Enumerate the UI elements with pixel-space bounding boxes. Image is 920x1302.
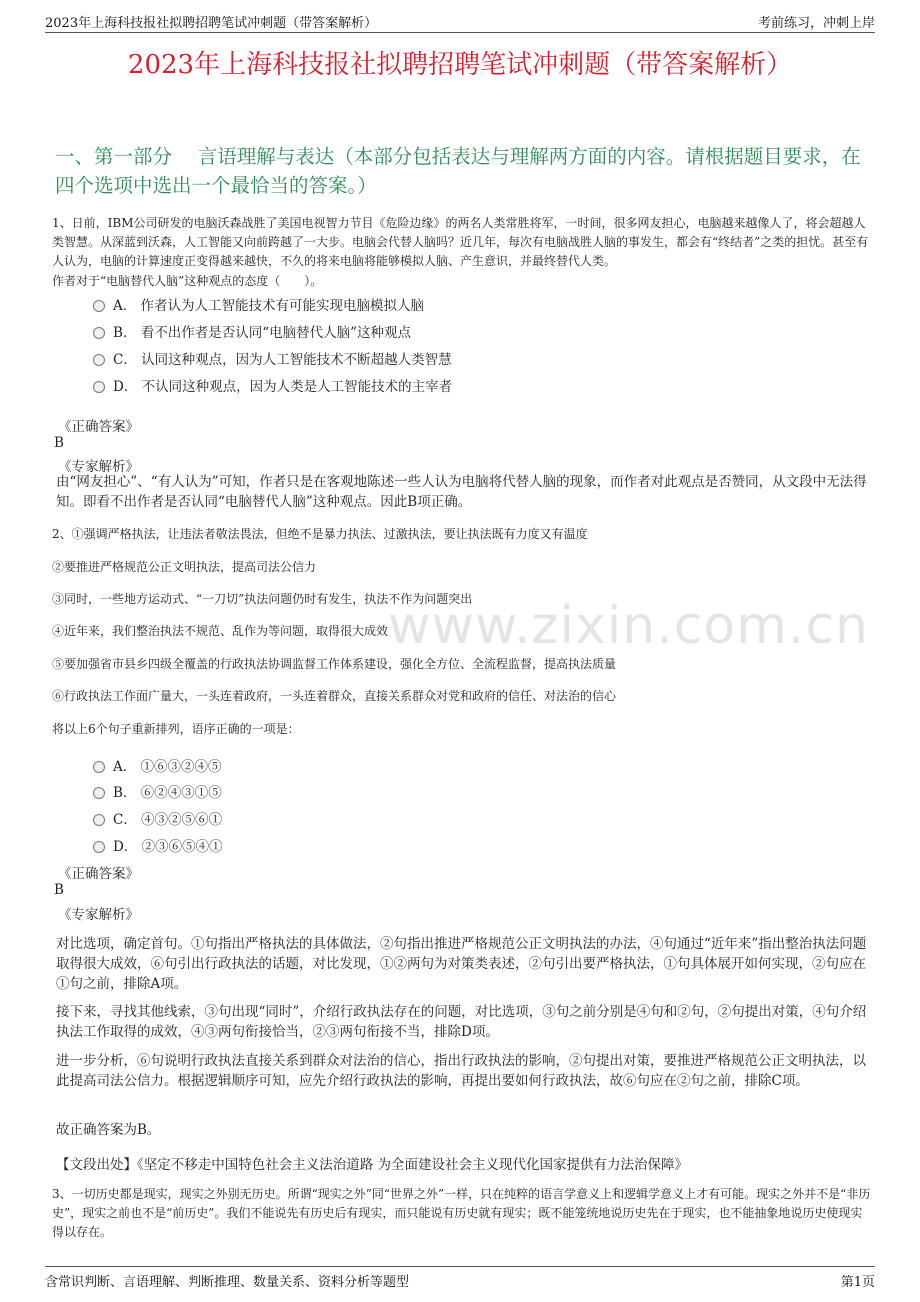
question-1-analysis-label: 《专家解析》 xyxy=(58,459,139,475)
question-2-option-c[interactable]: C． ④③②⑤⑥① xyxy=(93,808,222,828)
radio-icon[interactable] xyxy=(93,354,105,366)
question-1-option-d[interactable]: D． 不认同这种观点，因为人类是人工智能技术的主宰者 xyxy=(93,375,452,395)
question-2-sentence-4: ④近年来，我们整治执法不规范、乱作为等问题，取得很大成效 xyxy=(52,624,389,638)
question-2-option-b[interactable]: B． ⑥②④③①⑤ xyxy=(93,781,222,801)
question-1-option-a[interactable]: A． 作者认为人工智能技术有可能实现电脑模拟人脑 xyxy=(93,294,424,314)
question-2-answer-label: 《正确答案》 xyxy=(58,866,139,882)
question-2-sentence-3: ③同时，一些地方运动式、“一刀切”执法问题仍时有发生，执法不作为问题突出 xyxy=(52,592,473,606)
question-2-answer: B xyxy=(54,882,64,898)
question-2-sentence-5: ⑤要加强省市县乡四级全覆盖的行政执法协调监督工作体系建设，强化全方位、全流程监督，提高执法质量 xyxy=(52,657,617,671)
section-heading: 一、第一部分 言语理解与表达（本部分包括表达与理解两方面的内容。请根据题目要求，在四个选项中选出一个最恰当的答案。） xyxy=(55,145,861,197)
question-2-prompt: 将以上6个句子重新排列，语序正确的一项是： xyxy=(52,722,300,736)
question-1-prompt: 作者对于“电脑替代人脑”这种观点的态度（ ）。 xyxy=(52,274,323,288)
question-2-source: 【文段出处】《坚定不移走中国特色社会主义法治道路 为全面建设社会主义现代化国家提供有力法治保障》 xyxy=(56,1157,689,1173)
page-footer xyxy=(45,1266,875,1289)
page-header xyxy=(45,10,875,33)
radio-icon[interactable] xyxy=(93,787,105,799)
header-doc-title: 2023年上海科技报社拟聘招聘笔试冲刺题（带答案解析） xyxy=(45,16,378,31)
radio-icon[interactable] xyxy=(93,841,105,853)
question-1-analysis: 由“网友担心”、“有人认为”可知，作者只是在客观地陈述一些人认为电脑将代替人脑的现象，而作者对此观点是否赞同，从文段中无法得知。即看不出作者是否认同“电脑替代人脑”这种观点。因此B项正确。 xyxy=(56,474,867,510)
question-2-sentence-6: ⑥行政执法工作面广量大，一头连着政府，一头连着群众，直接关系群众对党和政府的信任、对法治的信心 xyxy=(52,689,617,703)
question-2-analysis-label: 《专家解析》 xyxy=(58,907,139,923)
footer-topics: 含常识判断、言语理解、判断推理、数量关系、资料分析等题型 xyxy=(45,1275,410,1290)
question-1-option-c[interactable]: C． 认同这种观点，因为人工智能技术不断超越人类智慧 xyxy=(93,348,452,368)
radio-icon[interactable] xyxy=(93,381,105,393)
question-3-stem: 3、一切历史都是现实，现实之外别无历史。所谓“现实之外”同“世界之外”一样，只在纯粹的语言学意义上和逻辑学意义上才有可能。现实之外并不是“非历史”，现实之前也不是“前历史”。我们不能说先有历史后有现实，而只能说有历史就有现实；既不能笼统地说历史先在于现实，也不能抽象地说历史使现实得以存在。 xyxy=(52,1187,871,1239)
question-2-analysis-paragraph-3: 进一步分析，⑥句说明行政执法直接关系到群众对法治的信心，指出行政执法的影响，②句提出对策，要推进严格规范公正文明执法，以此提高司法公信力。根据逻辑顺序可知，应先介绍行政执法的影响，再提出要如何行政执法，故⑥句应在②句之前，排除C项。 xyxy=(56,1053,866,1089)
radio-icon[interactable] xyxy=(93,761,105,773)
header-slogan: 考前练习，冲刺上岸 xyxy=(757,16,875,31)
question-2-option-d[interactable]: D． ②③⑥⑤④① xyxy=(93,835,223,855)
radio-icon[interactable] xyxy=(93,814,105,826)
question-2-option-a[interactable]: A． ①⑥③②④⑤ xyxy=(93,755,222,775)
document-title: 2023年上海科技报社拟聘招聘笔试冲刺题（带答案解析） xyxy=(127,50,793,80)
question-1-answer-label: 《正确答案》 xyxy=(58,419,139,435)
radio-icon[interactable] xyxy=(93,300,105,312)
question-2-analysis-conclusion: 故正确答案为B。 xyxy=(56,1122,161,1138)
page-number: 第1页 xyxy=(840,1275,875,1290)
question-2-analysis-paragraph-2: 接下来，寻找其他线索，③句出现“同时”，介绍行政执法存在的问题，对比选项，③句之前分别是④句和②句，②句提出对策，④句介绍执法工作取得的成效，④③两句衔接恰当，②③两句衔接不当，排除D项。 xyxy=(56,1004,867,1040)
question-1-option-b[interactable]: B． 看不出作者是否认同“电脑替代人脑”这种观点 xyxy=(93,321,411,341)
question-1-answer: B xyxy=(54,435,64,451)
question-2-analysis-paragraph-1: 对比选项，确定首句。①句指出严格执法的具体做法，②句指出推进严格规范公正文明执法的办法，④句通过“近年来”指出整治执法问题取得很大成效，⑥句引出行政执法的话题，对比发现，①②两句为对策类表述，②句引出要严格执法，①句具体展开如何实现，②句应在①句之前，排除A项。 xyxy=(56,936,867,992)
watermark: www.zixin.com.cn xyxy=(388,596,869,656)
radio-icon[interactable] xyxy=(93,327,105,339)
question-2-sentence-2: ②要推进严格规范公正文明执法，提高司法公信力 xyxy=(52,560,317,574)
question-2-sentence-1: 2、①强调严格执法，让违法者敬法畏法，但绝不是暴力执法、过激执法，要让执法既有力度又有温度 xyxy=(52,527,588,541)
question-1-stem: 1、日前，IBM公司研发的电脑沃森战胜了美国电视智力节目《危险边缘》的两名人类常胜将军，一时间，很多网友担心，电脑越来越像人了，将会超越人类智慧。从深蓝到沃森，人工智能又向前跨越了一大步。电脑会代替人脑吗？近几年，每次有电脑战胜人脑的事发生，都会有“终结者”之类的担忧。甚至有人认为，电脑的计算速度正变得越来越快，不久的将来电脑将能够模拟人脑、产生意识，并最终替代人类。 xyxy=(52,216,869,268)
